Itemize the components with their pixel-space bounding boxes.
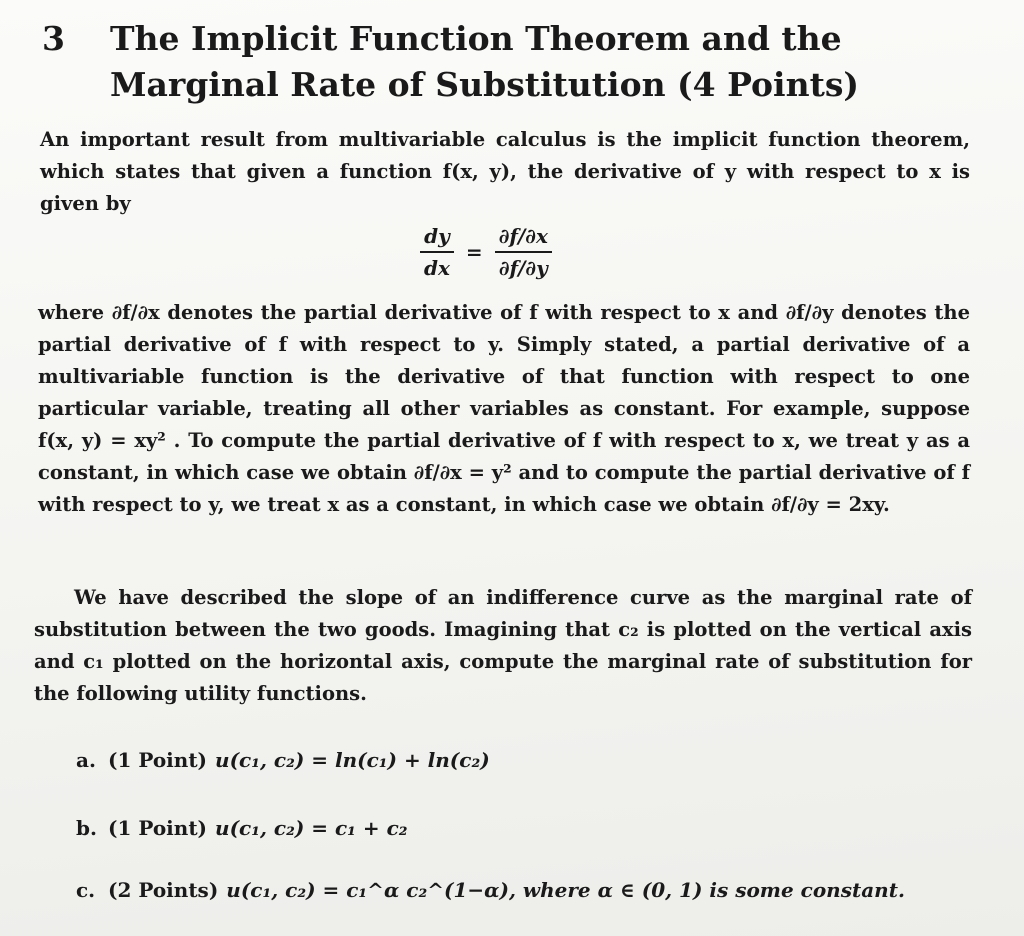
- item-points: (1 Point): [108, 816, 208, 840]
- equals-sign: =: [465, 240, 483, 264]
- list-item: [76, 744, 490, 776]
- explanation-paragraph: where ∂f/∂x denotes the partial derivative of f with respect to x and ∂f/∂y denotes the partial derivative of f with respect to y. Simply stated, a partial derivative of a multivariable function is the derivative of that function with respect to one particular variable, treating all other variables as constant. For example, suppose f(x, y) = xy² . To compute the partial derivative of f with respect to x, we treat y as a constant, in which case we obtain ∂f/∂x = y² and to compute the partial derivative of f with respect to y, we treat x as a constant, in which case we obtain ∂f/∂y = 2xy.: [38, 301, 970, 516]
- item-points: (2 Points): [108, 878, 219, 902]
- item-expression: u(c₁, c₂) = c₁^α c₂^(1−α), where α ∈ (0, 1) is some constant.: [226, 878, 905, 902]
- rhs-numerator: ∂f/∂x: [495, 223, 552, 253]
- lhs-denominator: dx: [424, 256, 450, 280]
- item-label: c.: [76, 878, 96, 902]
- item-expression: u(c₁, c₂) = c₁ + c₂: [215, 816, 408, 840]
- item-points: (1 Point): [108, 748, 208, 772]
- list-item: [76, 874, 905, 906]
- intro-paragraph: An important result from multivariable calculus is the implicit function theorem, which states that given a function f(x, y), the derivative of y with respect to x is given by: [40, 128, 970, 215]
- item-expression: u(c₁, c₂) = ln(c₁) + ln(c₂): [215, 748, 490, 772]
- lhs-numerator: dy: [420, 223, 454, 253]
- question-paragraph: We have described the slope of an indifference curve as the marginal rate of substitution between the two goods. Imagining that c₂ is plotted on the vertical axis and c₁ plotted on the horizontal axis, compute the marginal rate of substitution for the following utility functions.: [34, 586, 972, 705]
- section-heading: [42, 16, 1012, 108]
- section-title: The Implicit Function Theorem and the Marginal Rate of Substitution (4 Points): [110, 19, 860, 104]
- item-label: a.: [76, 748, 96, 772]
- rhs-denominator: ∂f/∂y: [498, 256, 548, 280]
- section-number: 3: [42, 19, 65, 58]
- lhs-fraction: [420, 223, 454, 281]
- rhs-fraction: [495, 223, 552, 281]
- list-item: [76, 812, 408, 844]
- item-label: b.: [76, 816, 97, 840]
- implicit-function-formula: [420, 220, 620, 284]
